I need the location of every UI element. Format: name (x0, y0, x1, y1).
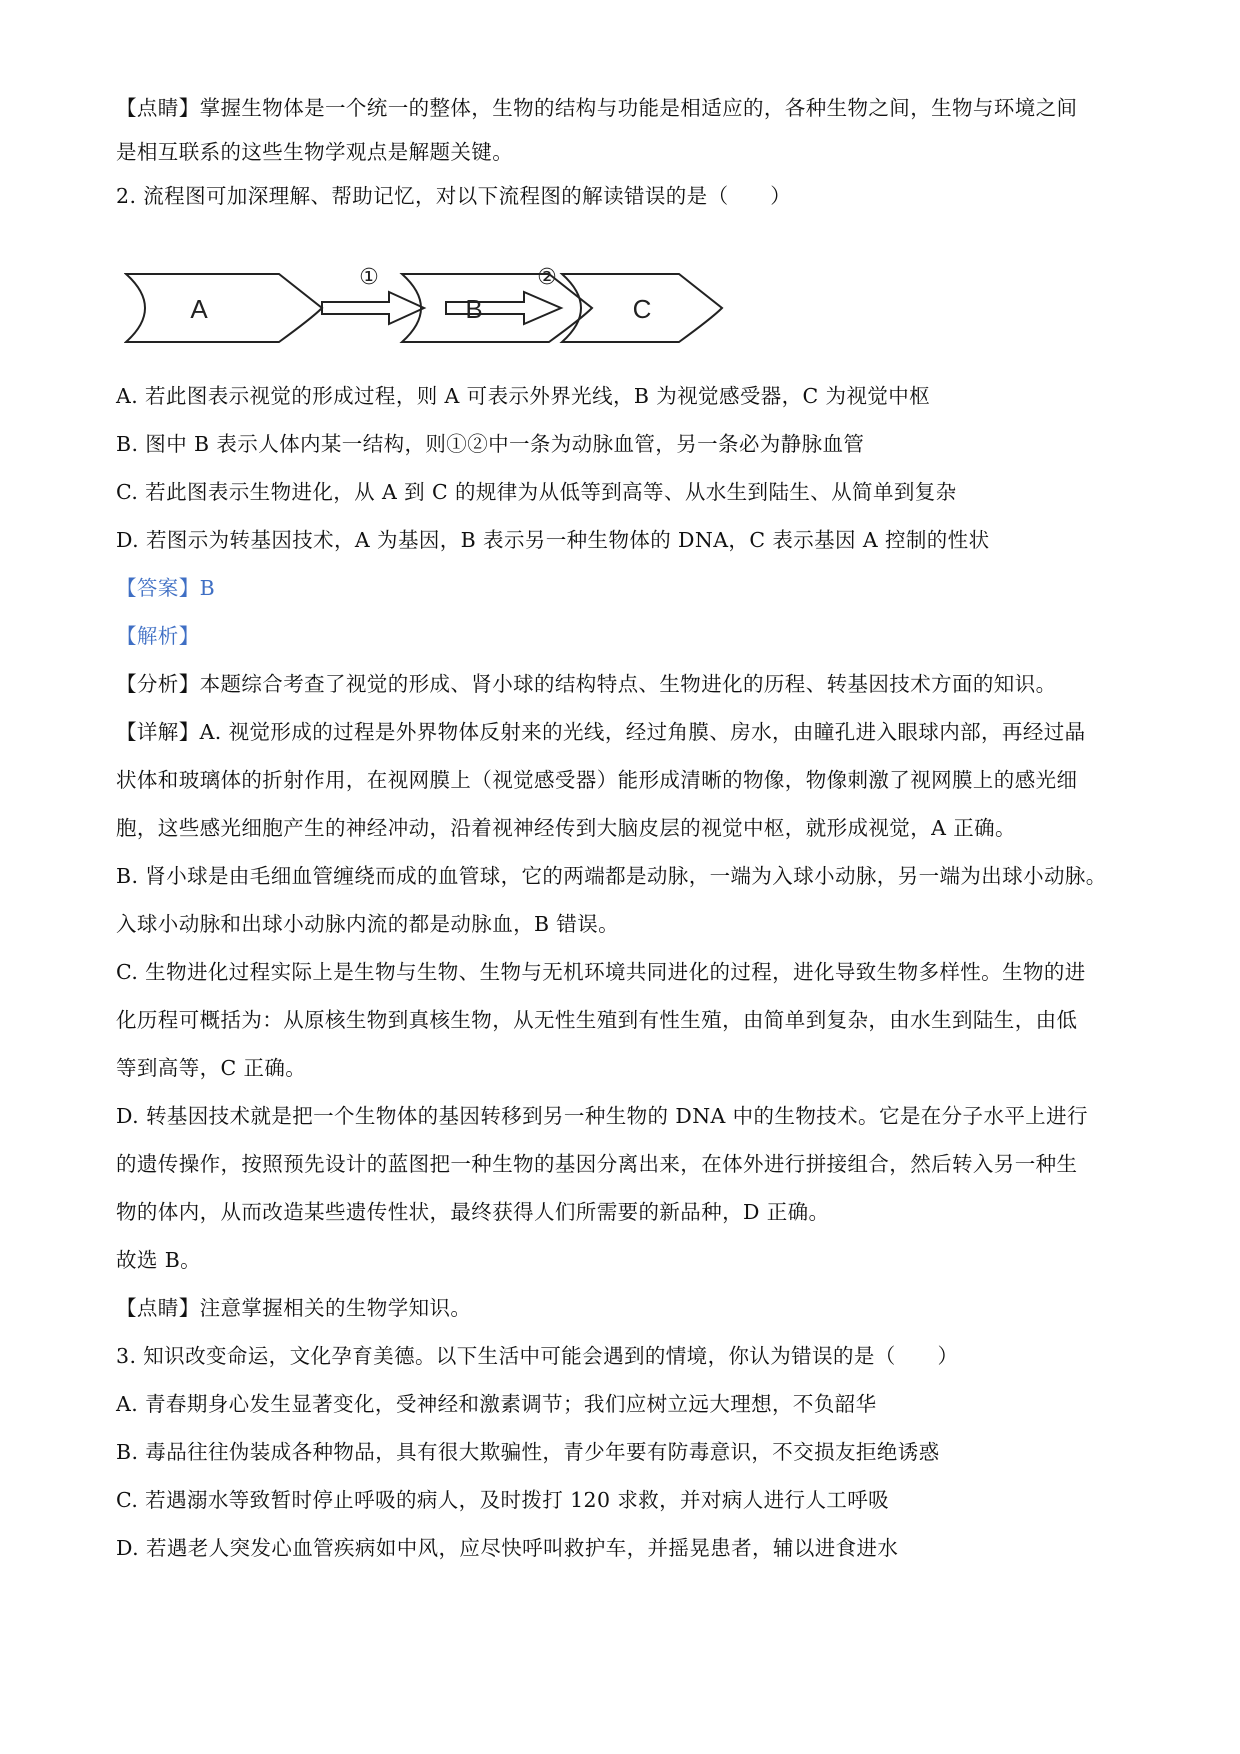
flow-arrow-2-shape (446, 292, 561, 324)
flow-node-b-label: B (465, 294, 483, 324)
detail-line-6: C. 生物进化过程实际上是生物与生物、生物与无机环境共同进化的过程，进化导致生物多样性。生物的进 (116, 960, 1086, 984)
answer-text: 【答案】B (116, 576, 216, 600)
note-line-2: 是相互联系的这些生物学观点是解题关键。 (116, 140, 514, 164)
detail-line-8: 等到高等，C 正确。 (116, 1056, 307, 1080)
flow-node-a (126, 274, 322, 342)
option-2d: D. 若图示为转基因技术，A 为基因，B 表示另一种生物体的 DNA，C 表示基因 A 控制的性状 (116, 528, 990, 552)
detail-line-11: 物的体内，从而改造某些遗传性状，最终获得人们所需要的新品种，D 正确。 (116, 1200, 830, 1224)
detail-line-10: 的遗传操作，按照预先设计的蓝图把一种生物的基因分离出来，在体外进行拼接组合，然后转入另一种生 (116, 1152, 1078, 1176)
answer-label (116, 574, 215, 602)
flow-node-c-label: C (632, 294, 652, 324)
option-3d: D. 若遇老人突发心血管疾病如中风，应尽快呼叫救护车，并摇晃患者，辅以进食进水 (116, 1536, 899, 1560)
note-line-3: 【点睛】注意掌握相关的生物学知识。 (116, 1296, 472, 1320)
option-2b: B. 图中 B 表示人体内某一结构，则①②中一条为动脉血管，另一条必为静脉血管 (116, 432, 865, 456)
detail-line-2: 状体和玻璃体的折射作用，在视网膜上（视觉感受器）能形成清晰的物像，物像刺激了视网膜上的感光细 (116, 768, 1078, 792)
option-3a: A. 青春期身心发生显著变化，受神经和激素调节；我们应树立远大理想，不负韶华 (116, 1392, 877, 1416)
flow-node-a-label: A (190, 294, 208, 324)
detail-line-4: B. 肾小球是由毛细血管缠绕而成的血管球，它的两端都是动脉，一端为入球小动脉，另一端为出球小动脉。 (116, 864, 1107, 888)
detail-line-9: D. 转基因技术就是把一个生物体的基因转移到另一种生物的 DNA 中的生物技术。它是在分子水平上进行 (116, 1104, 1088, 1128)
detail-line-1: 【详解】A. 视觉形成的过程是外界物体反射来的光线，经过角膜、房水，由瞳孔进入眼球内部，再经过晶 (116, 720, 1086, 744)
option-2c: C. 若此图表示生物进化，从 A 到 C 的规律为从低等到高等、从水生到陆生、从简单到复杂 (116, 480, 957, 504)
note-line-1: 【点睛】掌握生物体是一个统一的整体，生物的结构与功能是相适应的，各种生物之间，生物与环境之间 (116, 96, 1078, 120)
flow-arrow-1-label: ① (359, 265, 379, 290)
choice-result: 故选 B。 (116, 1248, 202, 1272)
flowchart-diagram (124, 262, 724, 354)
question-2-stem: 2. 流程图可加深理解、帮助记忆，对以下流程图的解读错误的是（ ） (116, 184, 792, 208)
flow-arrow-1 (322, 292, 424, 324)
question-3-stem: 3. 知识改变命运，文化孕育美德。以下生活中可能会遇到的情境，你认为错误的是（ ） (116, 1344, 959, 1368)
option-3c: C. 若遇溺水等致暂时停止呼吸的病人，及时拨打 120 求救，并对病人进行人工呼吸 (116, 1488, 890, 1512)
detail-line-7: 化历程可概括为：从原核生物到真核生物，从无性生殖到有性生殖，由简单到复杂，由水生到陆生，由低 (116, 1008, 1078, 1032)
flow-arrow-2-label: ② (537, 265, 557, 290)
option-2a: A. 若此图表示视觉的形成过程，则 A 可表示外界光线，B 为视觉感受器，C 为视觉中枢 (116, 384, 931, 408)
analysis-summary: 【分析】本题综合考查了视觉的形成、肾小球的结构特点、生物进化的历程、转基因技术方面的知识。 (116, 672, 1057, 696)
option-3b: B. 毒品往往伪装成各种物品，具有很大欺骗性，青少年要有防毒意识，不交损友拒绝诱惑 (116, 1440, 940, 1464)
analysis-label: 【解析】 (116, 624, 200, 648)
detail-line-3: 胞，这些感光细胞产生的神经冲动，沿着视神经传到大脑皮层的视觉中枢，就形成视觉，A 正确。 (116, 816, 1016, 840)
detail-line-5: 入球小动脉和出球小动脉内流的都是动脉血，B 错误。 (116, 912, 620, 936)
